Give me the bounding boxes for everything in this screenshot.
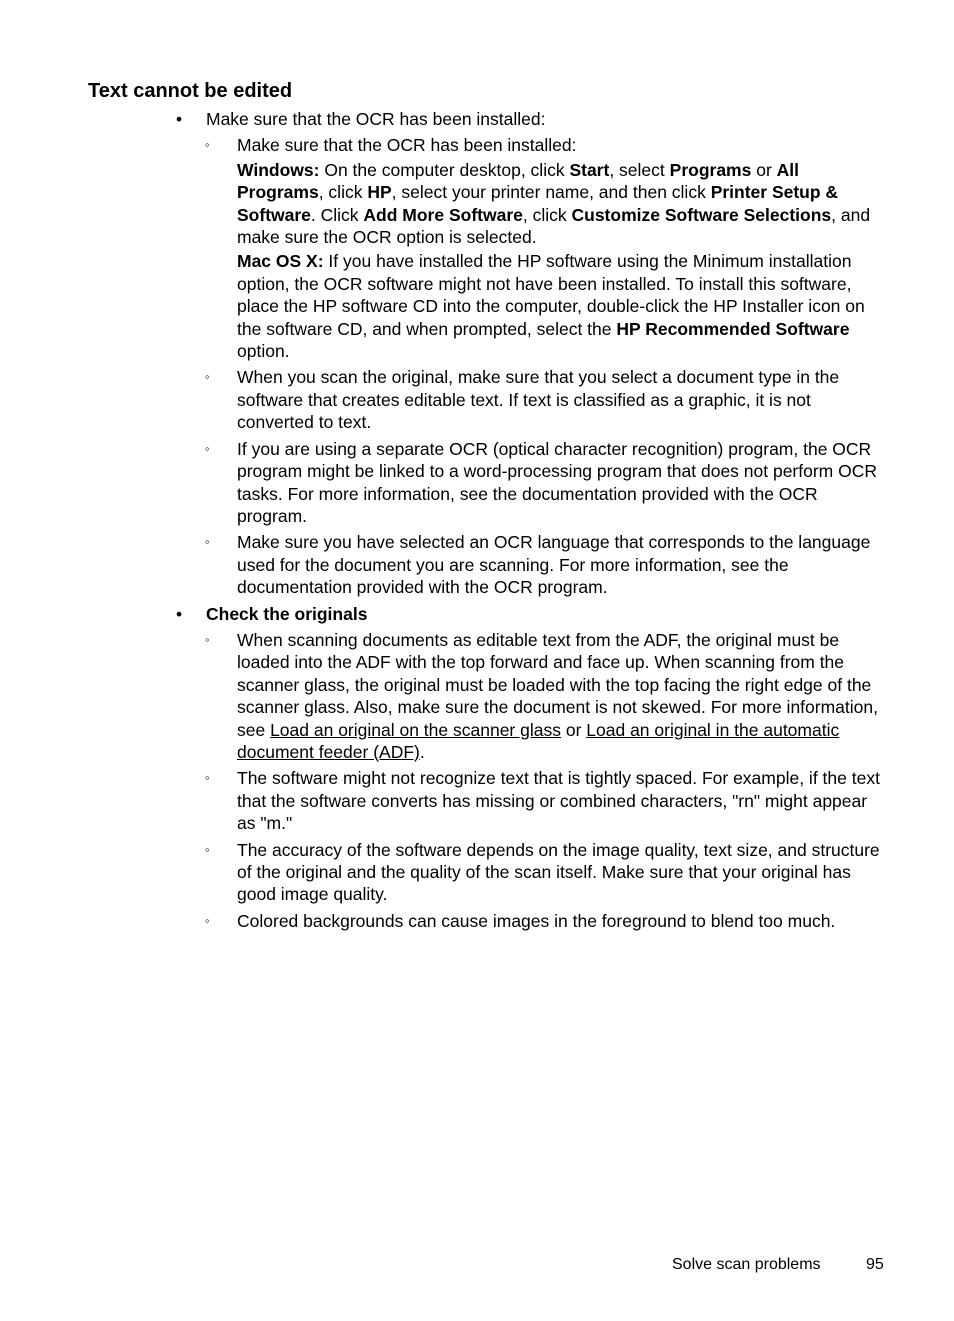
bold-text: Printer Setup & Software: [237, 182, 839, 225]
bullet-item: [0, 108, 954, 130]
paragraph: [237, 250, 888, 362]
text-run: or: [560, 719, 587, 740]
sub-bullet-item: [0, 134, 954, 362]
text-run: On the computer desktop, click: [319, 159, 570, 180]
text-run: When scanning documents as editable text from the ADF, the original must be loaded into the ADF with the top forward and face up. When scanning from the scanner glass, the original must be loaded with the top facing the right edge of the scanner glass. Also, make sure the document is not skewed. For more information, see: [237, 629, 878, 740]
text-run: Make sure that the OCR has been installed:: [237, 135, 577, 156]
sub-bullet-item: [0, 366, 954, 433]
bold-text: HP: [367, 182, 392, 203]
bold-text: All Programs: [237, 159, 800, 203]
paragraph: [237, 839, 888, 906]
sub-bullet-item: [0, 629, 954, 763]
section-heading: Text cannot be edited: [88, 80, 293, 102]
text-run: , select: [609, 159, 670, 180]
text-run: If you have installed the HP software using the Minimum installation option, the OCR software might not have been installed. To install this software, place the HP software CD into the computer, double-click the HP Installer icon on the software CD, and when prompted, select the: [237, 251, 865, 339]
sub-bullet-item: [0, 767, 954, 834]
link[interactable]: Load an original in the automatic document feeder (ADF): [237, 719, 840, 762]
paragraph: [237, 438, 888, 528]
bullet-text: [206, 603, 954, 625]
paragraph: [237, 134, 888, 156]
sub-bullet-marker: ◦: [205, 440, 210, 456]
bold-text: Mac OS X:: [237, 251, 324, 272]
sub-bullet-marker: ◦: [205, 631, 210, 647]
text-run: Make sure that the OCR has been installed:: [206, 109, 546, 129]
sub-bullet-marker: ◦: [205, 770, 210, 786]
bullet-marker: •: [176, 603, 183, 624]
text-run: , and make sure the OCR option is selected.: [237, 204, 871, 248]
text-run: . Click: [310, 204, 364, 225]
sub-bullet-marker: ◦: [205, 369, 210, 385]
text-run: Make sure you have selected an OCR language that corresponds to the language used for the document you are scanning. For more information, see the documentation provided with the OCR program.: [237, 532, 871, 598]
sub-bullet-item: [0, 839, 954, 906]
bold-text: Add More Software: [363, 204, 523, 225]
bold-text: Windows:: [237, 159, 320, 180]
paragraph: [237, 531, 888, 598]
footer-section-title: Solve scan problems: [672, 1256, 821, 1273]
bold-text: Check the originals: [206, 603, 368, 624]
sub-bullet-item: [0, 910, 954, 932]
text-run: , click: [522, 204, 572, 225]
bold-text: Start: [569, 159, 610, 180]
sub-bullet-marker: ◦: [205, 534, 210, 550]
text-run: .: [419, 741, 425, 762]
bullet-item: [0, 603, 954, 625]
paragraph: [237, 366, 888, 433]
bold-text: Programs: [669, 159, 752, 180]
bold-text: HP Recommended Software: [616, 318, 850, 339]
paragraph: [237, 767, 888, 834]
page-number: 95: [866, 1256, 884, 1273]
link[interactable]: Load an original on the scanner glass: [270, 719, 561, 740]
paragraph: [237, 910, 888, 932]
bold-text: Customize Software Selections: [571, 204, 832, 225]
bullet-text: [206, 108, 954, 130]
paragraph: [237, 629, 888, 763]
text-run: , click: [318, 182, 368, 203]
text-run: The software might not recognize text that is tightly spaced. For example, if the text that the software converts has missing or combined characters, "rn" might appear as "m.": [237, 768, 880, 834]
text-run: If you are using a separate OCR (optical character recognition) program, the OCR program might be linked to a word-processing program that does not perform OCR tasks. For more information, see the documentation provided with the OCR program.: [237, 438, 878, 526]
sub-bullet-item: [0, 531, 954, 598]
text-run: option.: [237, 341, 290, 362]
sub-bullet-item: [0, 438, 954, 528]
paragraph: [237, 159, 888, 249]
troubleshooting-list: [0, 108, 954, 936]
sub-bullet-marker: ◦: [205, 841, 210, 857]
bullet-marker: •: [176, 109, 183, 129]
sub-bullet-marker: ◦: [205, 137, 210, 153]
text-run: or: [751, 159, 777, 180]
sub-bullet-marker: ◦: [205, 912, 210, 928]
text-run: The accuracy of the software depends on the image quality, text size, and structure of the original and the quality of the scan itself. Make sure that your original has good image quality.: [237, 839, 880, 905]
text-run: Colored backgrounds can cause images in the foreground to blend too much.: [237, 910, 836, 931]
text-run: , select your printer name, and then click: [391, 182, 711, 203]
text-run: When you scan the original, make sure that you select a document type in the software that creates editable text. If text is classified as a graphic, it is not converted to text.: [237, 367, 840, 433]
